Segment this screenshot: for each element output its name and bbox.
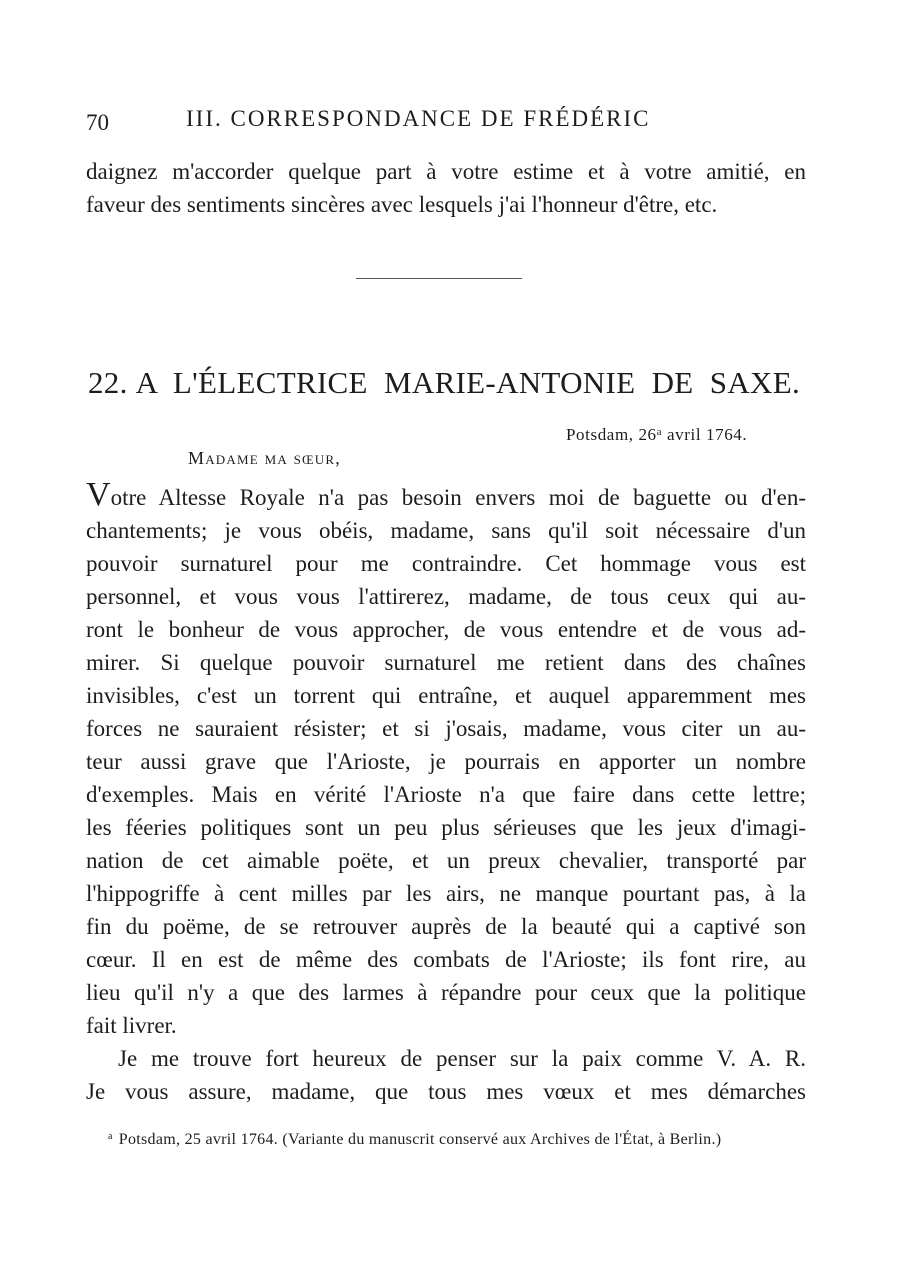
body-line: Je vous assure, madame, que tous mes vœux et mes démarches — [86, 1079, 806, 1104]
salutation: Madame ma sœur, — [188, 448, 341, 468]
footnote-reference: a — [656, 426, 663, 438]
dateline-text: avril 1764. — [662, 425, 748, 444]
body-line: cœur. Il en est de même des combats de l'Arioste; ils font rire, au — [86, 947, 806, 972]
drop-cap: V — [86, 476, 111, 513]
body-line: chantements; je vous obéis, madame, sans qu'il soit nécessaire d'un — [86, 518, 806, 543]
body-line-text: otre Altesse Royale n'a pas besoin envers moi de baguette ou d'en- — [110, 485, 806, 510]
body-line: ront le bonheur de vous approcher, de vous entendre et de vous ad- — [86, 617, 806, 642]
body-line: personnel, et vous vous l'attirerez, madame, de tous ceux qui au- — [86, 584, 806, 609]
section-divider — [356, 278, 522, 279]
body-line: fait livrer. — [86, 1013, 177, 1038]
body-line: d'exemples. Mais en vérité l'Arioste n'a que faire dans cette lettre; — [86, 782, 806, 807]
letter-number: 22. — [88, 365, 128, 400]
body-line: Je me trouve fort heureux de penser sur la paix comme V. A. R. — [118, 1046, 806, 1071]
body-line: teur aussi grave que l'Arioste, je pourrais en apporter un nombre — [86, 749, 806, 774]
carryover-line: faveur des sentiments sincères avec lesquels j'ai l'honneur d'être, etc. — [86, 192, 718, 217]
letter-heading — [88, 365, 800, 401]
dateline — [566, 425, 747, 445]
letter-title: A L'ÉLECTRICE MARIE-ANTONIE DE SAXE. — [135, 365, 800, 400]
footnote-mark: a — [108, 1131, 113, 1142]
running-head — [86, 106, 806, 140]
body-line: pouvoir surnaturel pour me contraindre. Cet hommage vous est — [86, 551, 806, 576]
page-number: 70 — [86, 110, 109, 135]
body-line: l'hippogriffe à cent milles par les airs, ne manque pourtant pas, à la — [86, 881, 806, 906]
body-line: invisibles, c'est un torrent qui entraîne, et auquel apparemment mes — [86, 683, 806, 708]
body-line: lieu qu'il n'y a que des larmes à répandre pour ceux que la politique — [86, 980, 806, 1005]
dateline-text: Potsdam, 26 — [566, 425, 657, 444]
body-line: fin du poëme, de se retrouver auprès de la beauté qui a captivé son — [86, 914, 806, 939]
footnote-text: Potsdam, 25 avril 1764. (Variante du manuscrit conservé aux Archives de l'État, à Berlin.) — [118, 1131, 722, 1148]
body-line — [86, 476, 806, 515]
body-line: nation de cet aimable poëte, et un preux chevalier, transporté par — [86, 848, 806, 873]
body-line: les féeries politiques sont un peu plus sérieuses que les jeux d'imagi- — [86, 815, 806, 840]
body-line: forces ne sauraient résister; et si j'osais, madame, vous citer un au- — [86, 716, 806, 741]
running-head-title: III. CORRESPONDANCE DE FRÉDÉRIC — [186, 106, 651, 131]
footnote — [86, 1126, 806, 1151]
carryover-line: daignez m'accorder quelque part à votre estime et à votre amitié, en — [86, 159, 806, 184]
body-line: mirer. Si quelque pouvoir surnaturel me retient dans des chaînes — [86, 650, 806, 675]
